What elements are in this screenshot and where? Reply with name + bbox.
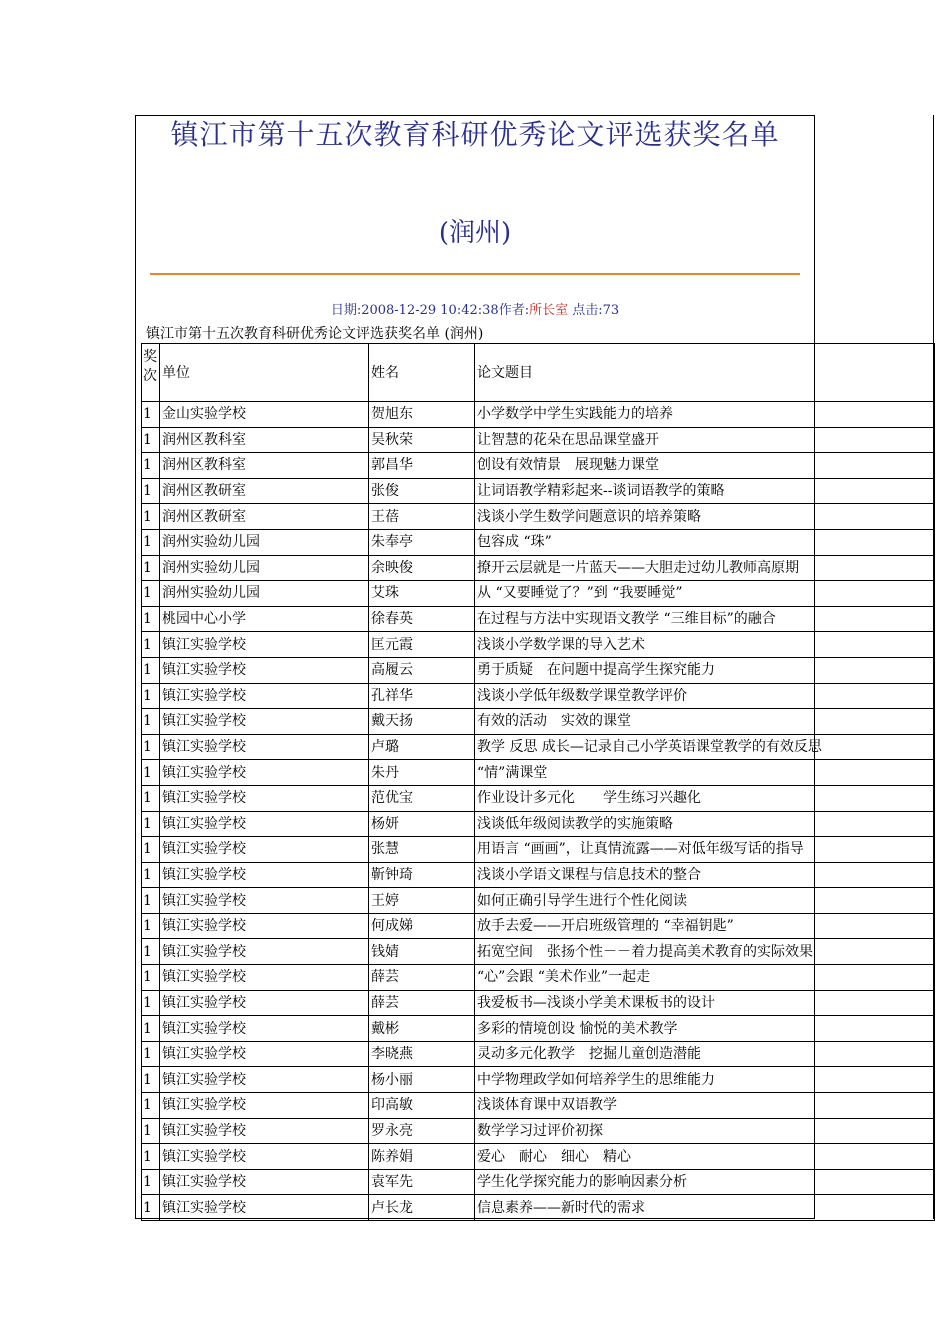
- name-cell: 罗永亮: [369, 1118, 475, 1144]
- table-row: [142, 811, 935, 837]
- table-row: [142, 760, 935, 786]
- table-row: [142, 939, 935, 965]
- table-row: [142, 683, 935, 709]
- table-header-row: [142, 344, 935, 402]
- name-cell: 杨小丽: [369, 1067, 475, 1093]
- name-cell: 朱奉亭: [369, 529, 475, 555]
- table-row: [142, 888, 935, 914]
- topic-cell: 放手去爱——开启班级管理的 “幸福钥匙”: [475, 913, 935, 939]
- topic-cell: 多彩的情境创设 愉悦的美术教学: [475, 1016, 935, 1042]
- table-row: [142, 529, 935, 555]
- table-row: [142, 1144, 935, 1170]
- unit-cell: 镇江实验学校: [160, 1118, 369, 1144]
- name-cell: 王蓓: [369, 504, 475, 530]
- table-row: [142, 581, 935, 607]
- topic-cell: “心”会跟 “美术作业”一起走: [475, 965, 935, 991]
- table-row: [142, 965, 935, 991]
- table-row: [142, 453, 935, 479]
- unit-cell: 镇江实验学校: [160, 683, 369, 709]
- name-cell: 范优宝: [369, 785, 475, 811]
- unit-cell: 镇江实验学校: [160, 785, 369, 811]
- name-cell: 靳钟琦: [369, 862, 475, 888]
- name-cell: 匡元霞: [369, 632, 475, 658]
- unit-cell: 润州实验幼儿园: [160, 581, 369, 607]
- table-row: [142, 632, 935, 658]
- rank-cell: 1: [142, 1144, 160, 1170]
- rank-cell: 1: [142, 1016, 160, 1042]
- name-cell: 余映俊: [369, 555, 475, 581]
- table-row: [142, 1093, 935, 1119]
- rank-cell: 1: [142, 657, 160, 683]
- unit-cell: 镇江实验学校: [160, 1041, 369, 1067]
- unit-cell: 润州区教科室: [160, 453, 369, 479]
- unit-cell: 镇江实验学校: [160, 837, 369, 863]
- topic-cell: 爱心 耐心 细心 精心: [475, 1144, 935, 1170]
- rank-cell: 1: [142, 555, 160, 581]
- topic-cell: 浅谈小学低年级数学课堂教学评价: [475, 683, 935, 709]
- rank-cell: 1: [142, 402, 160, 428]
- topic-cell: 我爱板书—浅谈小学美术课板书的设计: [475, 990, 935, 1016]
- topic-cell: 包容成 “珠”: [475, 529, 935, 555]
- rank-cell: 1: [142, 734, 160, 760]
- topic-cell: “情”满课堂: [475, 760, 935, 786]
- rank-cell: 1: [142, 1093, 160, 1119]
- unit-cell: 润州区教研室: [160, 478, 369, 504]
- award-table: [141, 343, 935, 1221]
- table-row: [142, 1041, 935, 1067]
- table-row: [142, 606, 935, 632]
- table-row: [142, 427, 935, 453]
- rank-cell: 1: [142, 427, 160, 453]
- rank-cell: 1: [142, 1118, 160, 1144]
- unit-cell: 镇江实验学校: [160, 888, 369, 914]
- rank-cell: 1: [142, 760, 160, 786]
- name-cell: 张慧: [369, 837, 475, 863]
- unit-cell: 润州区教科室: [160, 427, 369, 453]
- topic-cell: 勇于质疑 在问题中提高学生探究能力: [475, 657, 935, 683]
- topic-cell: 灵动多元化教学 挖掘儿童创造潜能: [475, 1041, 935, 1067]
- topic-cell: 浅谈低年级阅读教学的实施策略: [475, 811, 935, 837]
- topic-cell: 在过程与方法中实现语文教学 “三维目标”的融合: [475, 606, 935, 632]
- topic-cell: 浅谈小学数学课的导入艺术: [475, 632, 935, 658]
- unit-cell: 镇江实验学校: [160, 939, 369, 965]
- rank-cell: 1: [142, 913, 160, 939]
- date-label: 日期:: [330, 303, 362, 318]
- unit-cell: 镇江实验学校: [160, 734, 369, 760]
- table-row: [142, 990, 935, 1016]
- name-cell: 贺旭东: [369, 402, 475, 428]
- table-row: [142, 504, 935, 530]
- author-value: 所长室: [529, 303, 569, 318]
- rank-cell: 1: [142, 504, 160, 530]
- header-name: 姓名: [369, 344, 475, 402]
- name-cell: 李晓燕: [369, 1041, 475, 1067]
- unit-cell: 润州实验幼儿园: [160, 555, 369, 581]
- table-row: [142, 862, 935, 888]
- name-cell: 袁军先: [369, 1169, 475, 1195]
- topic-cell: 如何正确引导学生进行个性化阅读: [475, 888, 935, 914]
- name-cell: 戴天扬: [369, 709, 475, 735]
- rank-cell: 1: [142, 939, 160, 965]
- rank-cell: 1: [142, 1195, 160, 1221]
- table-row: [142, 1195, 935, 1221]
- table-row: [142, 555, 935, 581]
- unit-cell: 镇江实验学校: [160, 862, 369, 888]
- topic-cell: 创设有效情景 展现魅力课堂: [475, 453, 935, 479]
- article-meta: [135, 299, 815, 318]
- unit-cell: 润州实验幼儿园: [160, 529, 369, 555]
- table-row: [142, 657, 935, 683]
- table-row: [142, 837, 935, 863]
- rank-cell: 1: [142, 965, 160, 991]
- rank-cell: 1: [142, 453, 160, 479]
- clicks-value: 73: [602, 303, 620, 318]
- name-cell: 张俊: [369, 478, 475, 504]
- topic-cell: 学生化学探究能力的影响因素分析: [475, 1169, 935, 1195]
- table-row: [142, 1016, 935, 1042]
- unit-cell: 镇江实验学校: [160, 913, 369, 939]
- topic-cell: 让智慧的花朵在思品课堂盛开: [475, 427, 935, 453]
- unit-cell: 镇江实验学校: [160, 990, 369, 1016]
- topic-cell: 浅谈小学语文课程与信息技术的整合: [475, 862, 935, 888]
- rank-cell: 1: [142, 478, 160, 504]
- topic-cell: 作业设计多元化 学生练习兴趣化: [475, 785, 935, 811]
- header-rank: 奖次: [142, 344, 160, 402]
- unit-cell: 镇江实验学校: [160, 709, 369, 735]
- name-cell: 印高敏: [369, 1093, 475, 1119]
- rank-cell: 1: [142, 862, 160, 888]
- rank-cell: 1: [142, 837, 160, 863]
- topic-cell: 撩开云层就是一片蓝天——大胆走过幼儿教师高原期: [475, 555, 935, 581]
- name-cell: 何成娣: [369, 913, 475, 939]
- table-row: [142, 402, 935, 428]
- table-row: [142, 1067, 935, 1093]
- rank-cell: 1: [142, 683, 160, 709]
- rank-cell: 1: [142, 1169, 160, 1195]
- name-cell: 薛芸: [369, 965, 475, 991]
- rank-cell: 1: [142, 888, 160, 914]
- topic-cell: 浅谈体育课中双语教学: [475, 1093, 935, 1119]
- name-cell: 徐春英: [369, 606, 475, 632]
- unit-cell: 镇江实验学校: [160, 657, 369, 683]
- name-cell: 戴彬: [369, 1016, 475, 1042]
- name-cell: 杨妍: [369, 811, 475, 837]
- topic-cell: 小学数学中学生实践能力的培养: [475, 402, 935, 428]
- header-topic: 论文题目: [475, 344, 935, 402]
- date-value: 2008-12-29 10:42:38: [361, 303, 499, 318]
- rank-cell: 1: [142, 529, 160, 555]
- rank-cell: 1: [142, 1067, 160, 1093]
- rank-cell: 1: [142, 1041, 160, 1067]
- name-cell: 钱婧: [369, 939, 475, 965]
- name-cell: 王婷: [369, 888, 475, 914]
- unit-cell: 镇江实验学校: [160, 965, 369, 991]
- name-cell: 卢长龙: [369, 1195, 475, 1221]
- name-cell: 薛芸: [369, 990, 475, 1016]
- unit-cell: 润州区教研室: [160, 504, 369, 530]
- topic-cell: 拓宽空间 张扬个性－－着力提高美术教育的实际效果: [475, 939, 935, 965]
- clicks-label: 点击:: [572, 303, 603, 318]
- title-divider: [150, 273, 800, 275]
- unit-cell: 金山实验学校: [160, 402, 369, 428]
- topic-cell: 从 “又要睡觉了？”到 “我要睡觉”: [475, 581, 935, 607]
- rank-cell: 1: [142, 785, 160, 811]
- header-unit: 单位: [160, 344, 369, 402]
- name-cell: 吴秋荣: [369, 427, 475, 453]
- unit-cell: 镇江实验学校: [160, 1144, 369, 1170]
- unit-cell: 桃园中心小学: [160, 606, 369, 632]
- unit-cell: 镇江实验学校: [160, 1016, 369, 1042]
- name-cell: 卢璐: [369, 734, 475, 760]
- topic-cell: 让词语教学精彩起来--谈词语教学的策略: [475, 478, 935, 504]
- rank-cell: 1: [142, 632, 160, 658]
- unit-cell: 镇江实验学校: [160, 1195, 369, 1221]
- unit-cell: 镇江实验学校: [160, 811, 369, 837]
- table-row: [142, 913, 935, 939]
- topic-cell: 信息素养——新时代的需求: [475, 1195, 935, 1221]
- table-row: [142, 1118, 935, 1144]
- name-cell: 艾珠: [369, 581, 475, 607]
- author-label: 作者:: [498, 303, 530, 318]
- unit-cell: 镇江实验学校: [160, 632, 369, 658]
- unit-cell: 镇江实验学校: [160, 760, 369, 786]
- table-row: [142, 1169, 935, 1195]
- table-row: [142, 785, 935, 811]
- unit-cell: 镇江实验学校: [160, 1093, 369, 1119]
- table-row: [142, 734, 935, 760]
- topic-cell: 有效的活动 实效的课堂: [475, 709, 935, 735]
- name-cell: 朱丹: [369, 760, 475, 786]
- name-cell: 高履云: [369, 657, 475, 683]
- table-row: [142, 709, 935, 735]
- page-title: 镇江市第十五次教育科研优秀论文评选获奖名单: [170, 118, 780, 151]
- unit-cell: 镇江实验学校: [160, 1169, 369, 1195]
- name-cell: 郭昌华: [369, 453, 475, 479]
- name-cell: 陈养娟: [369, 1144, 475, 1170]
- unit-cell: 镇江实验学校: [160, 1067, 369, 1093]
- topic-cell: 数学学习过评价初探: [475, 1118, 935, 1144]
- rank-cell: 1: [142, 990, 160, 1016]
- table-row: [142, 478, 935, 504]
- topic-cell: 中学物理政学如何培养学生的思维能力: [475, 1067, 935, 1093]
- page-subtitle: (润州): [438, 218, 512, 248]
- rank-cell: 1: [142, 709, 160, 735]
- table-caption: 镇江市第十五次教育科研优秀论文评选获奖名单 (润州): [146, 326, 484, 342]
- rank-cell: 1: [142, 811, 160, 837]
- rank-cell: 1: [142, 606, 160, 632]
- name-cell: 孔祥华: [369, 683, 475, 709]
- topic-cell: 教学 反思 成长—记录自己小学英语课堂教学的有效反思: [475, 734, 935, 760]
- topic-cell: 用语言 “画画”，让真情流露——对低年级写话的指导: [475, 837, 935, 863]
- rank-cell: 1: [142, 581, 160, 607]
- topic-cell: 浅谈小学生数学问题意识的培养策略: [475, 504, 935, 530]
